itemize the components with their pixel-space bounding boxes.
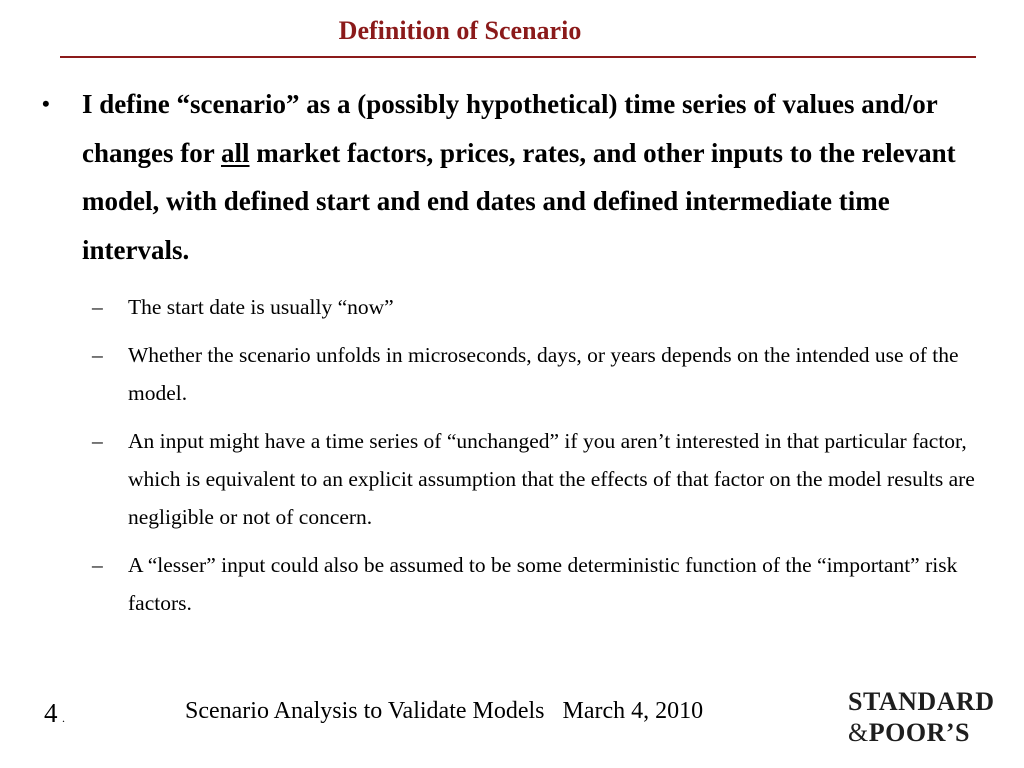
logo-ampersand: & [848, 718, 869, 747]
sub-bullet-text: Whether the scenario unfolds in microseconds, days, or years depends on the intended use of the model. [128, 343, 959, 405]
page-number-dot: . [62, 711, 65, 725]
logo-poors-text: POOR’S [868, 718, 970, 747]
underlined-word: all [221, 137, 250, 168]
page-number: 4 [44, 698, 58, 728]
footer-caption [185, 698, 703, 725]
standard-and-poors-logo [848, 686, 1008, 748]
main-bullet-text-end: market factors, prices, rates, and other inputs to the relevant model, with defined start and end dates and defined intermediate time intervals. [82, 137, 956, 265]
main-bullet [38, 80, 983, 274]
sub-bullet-text: The start date is usually “now” [128, 295, 394, 319]
logo-line-poors [848, 717, 1008, 748]
sub-bullet-dash: – [92, 429, 103, 453]
slide-title: Definition of Scenario [338, 16, 582, 45]
sub-bullet-dash: – [92, 553, 103, 577]
main-bullet-text-start: I define “scenario” as a (possibly hypothetical) time series of values and/or changes for [82, 89, 938, 168]
sub-bullet [92, 546, 983, 622]
sub-bullet-dash: – [92, 295, 103, 319]
sub-bullet [92, 422, 983, 536]
sub-bullet-list [38, 288, 983, 622]
sub-bullet [92, 288, 983, 326]
sub-bullet-dash: – [92, 343, 103, 367]
presentation-title: Scenario Analysis to Validate Models [185, 698, 545, 724]
logo-line-standard: STANDARD [848, 687, 995, 716]
sub-bullet [92, 336, 983, 412]
title-divider [60, 56, 976, 58]
main-bullet-text [82, 80, 983, 274]
slide-content [38, 80, 983, 632]
sub-bullet-text: An input might have a time series of “unchanged” if you aren’t interested in that particular factor, which is equivalent to an explicit assumption that the effects of that factor on the model results are negligible or not of concern. [128, 429, 975, 529]
sub-bullet-text: A “lesser” input could also be assumed to be some deterministic function of the “important” risk factors. [128, 553, 958, 615]
bullet-marker: • [42, 91, 50, 116]
presentation-date: March 4, 2010 [562, 698, 704, 724]
